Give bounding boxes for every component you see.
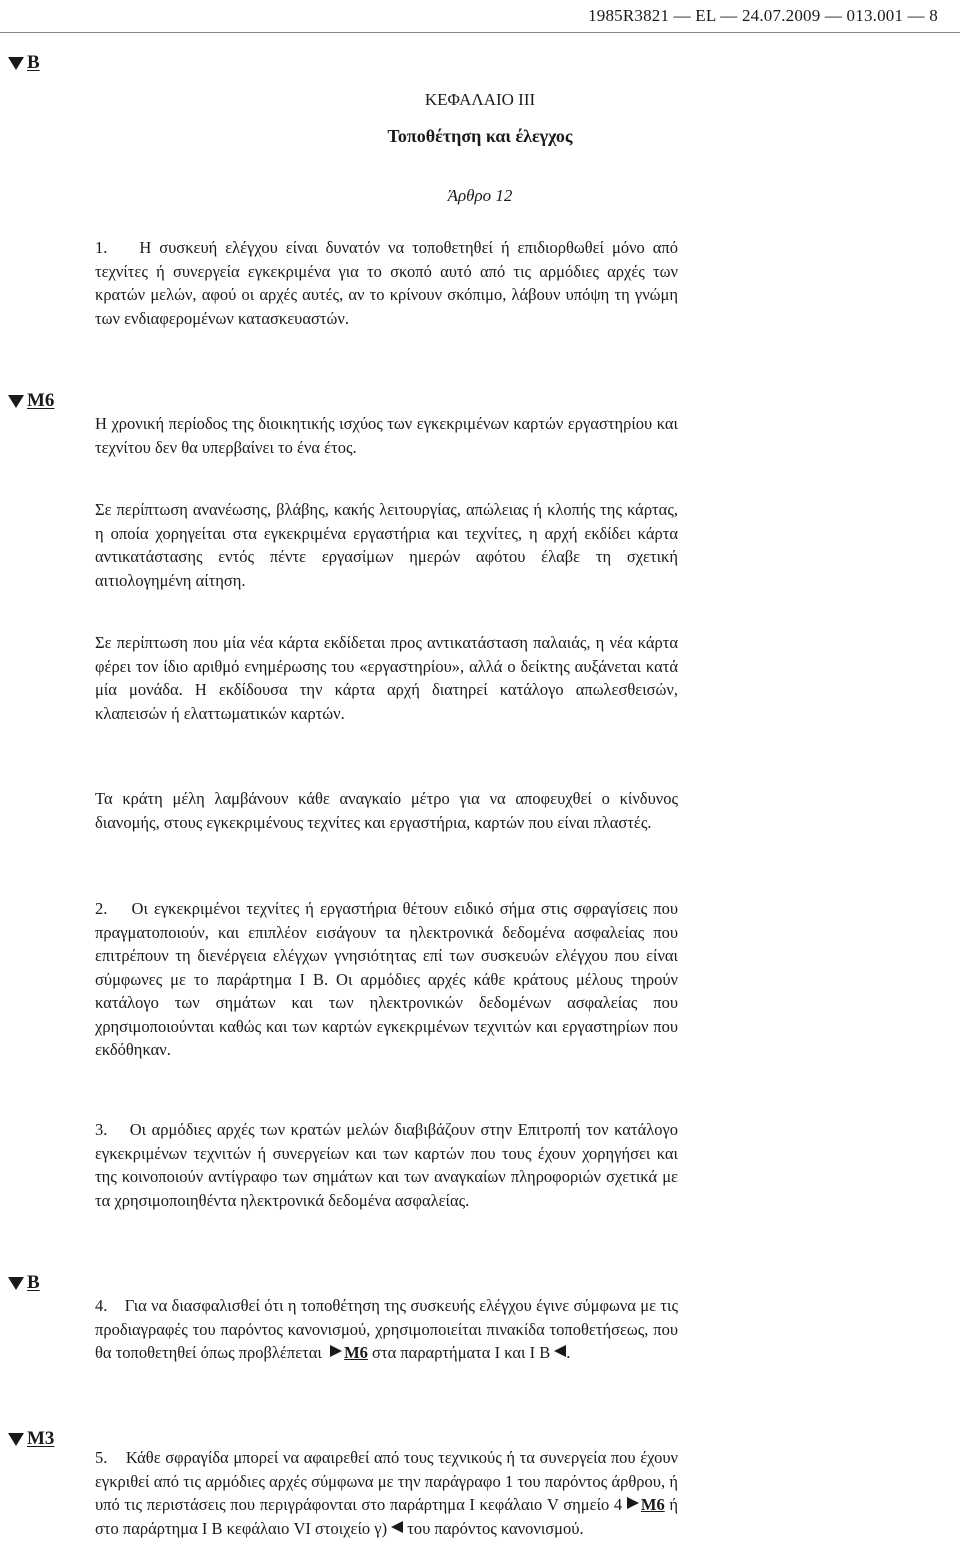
paragraph-number: 5. bbox=[95, 1448, 108, 1467]
paragraph-text: Οι αρμόδιες αρχές των κρατών μελών διαβιβάζουν στην Επιτροπή τον κατάλογο εγκεκριμένων τεχνιτών ή συνεργείων και των καρτών που τους έχουν χορηγήσει και της κοινοποιούν αντίγραφο των σημάτων και των αναγκαίων πληροφοριών σχετικά με τα χρησιμοποιηθέντα ηλεκτρονικά δεδομένα ασφαλείας. bbox=[95, 1120, 678, 1210]
paragraph-5: 5. Κάθε σφραγίδα μπορεί να αφαιρεθεί από τους τεχνικούς ή τα συνεργεία που έχουν εγκριθεί από τις αρμόδιες αρχές σύμφωνα με την παράγραφο 1 του παρόντος άρθρου, ή υπό τις περιστάσεις που περιγράφονται στο παράρτημα I κεφάλαιο V σημείο 4 M6 ή στο παράρτημα I B κεφάλαιο VI στοιχείο γ) του παρόντος κανονισμού. bbox=[95, 1448, 679, 1538]
ref-start-arrow-icon bbox=[330, 1345, 342, 1357]
chapter-title: Τοποθέτηση και έλεγχος bbox=[387, 126, 573, 146]
amendment-marker-m3: M3 bbox=[8, 1428, 54, 1450]
paragraph-1 bbox=[95, 236, 678, 330]
paragraph-number: 3. bbox=[95, 1120, 108, 1139]
amendment-marker-b: B bbox=[8, 52, 40, 74]
amendment-marker-b-second: B bbox=[8, 1272, 40, 1294]
amendment-marker-m6: M6 bbox=[8, 390, 54, 412]
amendment-ref-m6[interactable]: M6 bbox=[640, 1495, 665, 1514]
triangle-down-icon bbox=[8, 395, 24, 408]
ref-end-arrow-icon bbox=[391, 1521, 403, 1533]
paragraph-number: 4. bbox=[95, 1296, 108, 1315]
paragraph-m6-validity: Η χρονική περίοδος της διοικητικής ισχύος των εγκεκριμένων καρτών εργαστηρίου και τεχνίτου δεν θα υπερβαίνει το ένα έτος. bbox=[95, 414, 678, 457]
paragraph-text: Κάθε σφραγίδα μπορεί να αφαιρεθεί από τους τεχνικούς ή τα συνεργεία που έχουν εγκριθεί από τις αρμόδιες αρχές σύμφωνα με την παράγραφο 1 του παρόντος άρθρου, ή υπό τις περιστάσεις που περιγράφονται στο παράρτημα I κεφάλαιο V σημείο 4 bbox=[95, 1448, 678, 1514]
triangle-down-icon bbox=[8, 1433, 24, 1446]
paragraph-3 bbox=[95, 1118, 678, 1212]
paragraph-m6-replacement: Σε περίπτωση ανανέωσης, βλάβης, κακής λειτουργίας, απώλειας ή κλοπής της κάρτας, η οποία χορηγείται στα εγκεκριμένα εργαστήρια και τεχνίτες, η αρχή εκδίδει κάρτα αντικατάστασης εντός πέντε εργασίμων ημερών αφότου έλαβε τη σχετική αιτιολογημένη αίτηση. bbox=[95, 500, 678, 590]
triangle-down-icon bbox=[8, 1277, 24, 1290]
ref-end-arrow-icon bbox=[554, 1345, 566, 1357]
paragraph-m6-forgery: Τα κράτη μέλη λαμβάνουν κάθε αναγκαίο μέτρο για να αποφευχθεί ο κίνδυνος διανομής, στους εγκεκριμένους τεχνίτες και εργαστήρια, καρτών που είναι πλαστές. bbox=[95, 789, 678, 832]
paragraph-text: Οι εγκεκριμένοι τεχνίτες ή εργαστήρια θέτουν ειδικό σήμα στις σφραγίσεις που πραγματοποιούν, και επιπλέον εισάγουν τα ηλεκτρονικά δεδομένα ασφαλείας που επιτρέπουν τη διενέργεια ελέγχων γνησιότητας επί των συσκευών ελέγχου που είναι σύμφωνες με το παράρτημα I Β. Οι αρμόδιες αρχές κάθε κράτους μέλους τηρούν κατάλογο των σημάτων και των ηλεκτρονικών δεδομένων ασφαλείας που χρησιμοποιούνται καθώς και των καρτών εγκεκριμένων τεχνιτών και εργαστηρίων που εκδόθηκαν. bbox=[95, 899, 678, 1059]
header-divider bbox=[0, 32, 960, 33]
document-reference-header: 1985R3821 — EL — 24.07.2009 — 013.001 — 8 bbox=[588, 6, 938, 25]
amendment-ref-m6[interactable]: M6 bbox=[344, 1343, 368, 1362]
paragraph-text: Για να διασφαλισθεί ότι η τοποθέτηση της συσκευής ελέγχου έγινε σύμφωνα με τις προδιαγραφές του παρόντος κανονισμού, χρησιμοποιείται πινακίδα τοποθετήσεως, που θα τοποθετηθεί όπως προβλέπεται bbox=[95, 1296, 678, 1362]
paragraph-text: Η συσκευή ελέγχου είναι δυνατόν να τοποθετηθεί ή επιδιορθωθεί μόνο από τεχνίτες ή συνεργεία εγκεκριμένα για το σκοπό αυτό από τις αρμόδιες αρχές των κρατών μελών, αφού οι αρχές αυτές, αν το κρίνουν σκόπιμο, λάβουν υπόψη τη γνώμη των ενδιαφερομένων κατασκευαστών. bbox=[95, 238, 679, 328]
article-heading: Άρθρο 12 bbox=[447, 186, 513, 205]
triangle-down-icon bbox=[8, 57, 24, 70]
chapter-heading: ΚΕΦΑΛΑΙΟ III bbox=[424, 90, 536, 109]
paragraph-number: 2. bbox=[95, 899, 108, 918]
paragraph-2 bbox=[95, 897, 678, 1062]
paragraph-m6-new-card: Σε περίπτωση που μία νέα κάρτα εκδίδεται προς αντικατάσταση παλαιάς, η νέα κάρτα φέρει τον ίδιο αριθμό ενημέρωσης του «εργαστηρίου», αλλά ο δείκτης αυξάνεται κατά μία μονάδα. Η εκδίδουσα την κάρτα αρχή διατηρεί κατάλογο απωλεσθεισών, κλαπεισών ή ελαττωματικών καρτών. bbox=[95, 633, 678, 723]
paragraph-number: 1. bbox=[95, 238, 108, 257]
amended-text: στα παραρτήματα I και I Β bbox=[372, 1343, 551, 1362]
paragraph-4: 4. Για να διασφαλισθεί ότι η τοποθέτηση της συσκευής ελέγχου έγινε σύμφωνα με τις προδιαγραφές του παρόντος κανονισμού, χρησιμοποιείται πινακίδα τοποθετήσεως, που θα τοποθετηθεί όπως προβλέπεται M6 στα παραρτήματα I και I Β . bbox=[95, 1296, 678, 1362]
amended-text: ή στο παράρτημα I B κεφάλαιο VI στοιχείο γ) bbox=[95, 1495, 679, 1538]
ref-start-arrow-icon bbox=[627, 1497, 639, 1509]
